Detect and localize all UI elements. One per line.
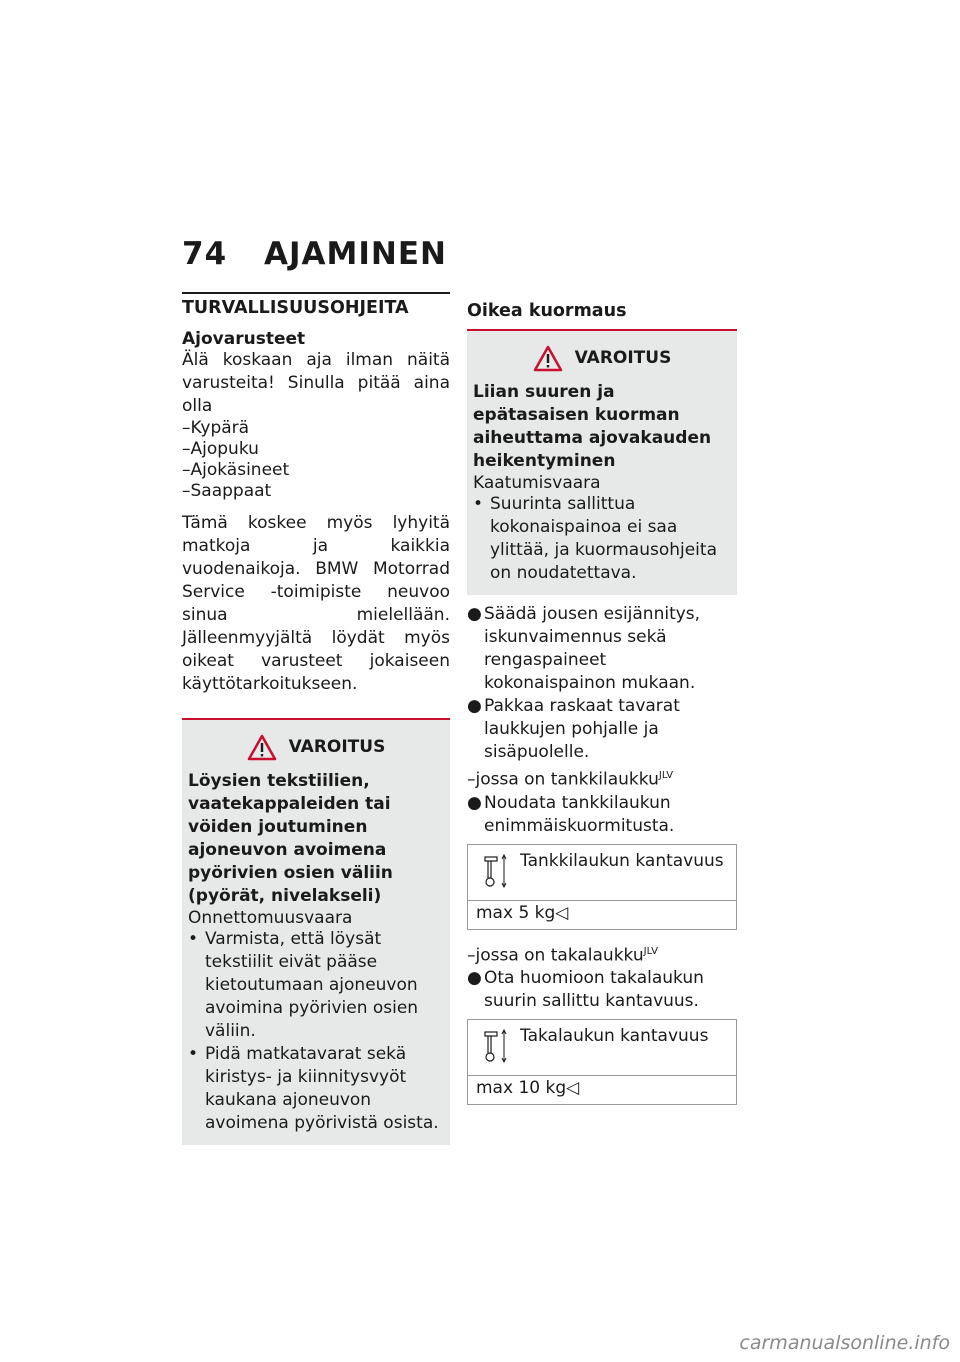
warning-header	[473, 343, 731, 373]
tank-spec-table	[467, 844, 737, 930]
weight-gauge-icon	[482, 853, 510, 889]
warning-box	[182, 720, 450, 1145]
spec-label: Takalaukun kantavuus	[520, 1026, 709, 1047]
intro-text: Älä koskaan aja ilman näitä varusteita! Sinulla pitää aina olla	[182, 350, 450, 416]
body-paragraph: Tämä koskee myös lyhyitä matkoja ja kaikkia vuodenaikoja. BMW Motorrad Service -toimipiste neuvoo sinua mielellään. Jälleenmyyjältä löydät myös oikeat varusteet jokaiseen käyttötarkoitukseen.	[182, 513, 450, 694]
warning-label: VAROITUS	[574, 348, 672, 368]
warning-bullet: • Pidä matkatavarat sekä kiristys- ja kiinnitysvyöt kaukana ajoneuvon avoimena pyörivistä osista.	[188, 1044, 439, 1133]
list-item: –Saappaat	[182, 481, 272, 501]
warning-subtitle: Kaatumisvaara	[473, 473, 601, 493]
warning-bullet: • Suurinta sallittua kokonaispainoa ei saa ylittää, ja kuormausohjeita on noudatettava.	[473, 494, 717, 583]
rear-spec-table	[467, 1019, 737, 1105]
gear-list	[182, 418, 450, 502]
instruction-bullet: ● Pakkaa raskaat tavarat laukkujen pohjalle ja sisäpuolelle.	[467, 696, 680, 762]
subheading: Ajovarusteet	[182, 329, 306, 349]
spec-label: Tankkilaukun kantavuus	[520, 850, 724, 871]
condition-rear: –jossa on takalaukku$^{JLV}$	[467, 945, 658, 966]
watermark[interactable]: carmanualsonline.info	[739, 1332, 950, 1354]
spec-value: max 5 kg◁	[476, 902, 569, 923]
spec-value: max 10 kg◁	[476, 1078, 580, 1099]
section-title: Oikea kuormaus	[467, 301, 627, 321]
condition-tank: –jossa on tankkilaukku$^{JLV}$	[467, 769, 674, 790]
page-header	[182, 236, 447, 272]
instruction-bullet: ● Säädä jousen esijännitys, iskunvaimennus sekä rengaspaineet kokonaispainon mukaan.	[467, 604, 701, 693]
warning-subtitle: Onnettomuusvaara	[188, 908, 353, 928]
instruction-bullet: ● Noudata tankkilaukun enimmäiskuormitusta.	[467, 792, 675, 836]
warning-triangle-icon	[533, 345, 563, 372]
warning-header	[188, 732, 444, 762]
page-number: 74	[182, 236, 228, 272]
list-item: –Ajokäsineet	[182, 460, 290, 480]
chapter-title: AJAMINEN	[264, 236, 447, 272]
list-item: –Kypärä	[182, 418, 250, 438]
weight-gauge-icon	[482, 1028, 510, 1064]
warning-bullet: • Varmista, että löysät tekstiilit eivät pääse kietoutumaan ajoneuvon avoimina pyörivien osien väliin.	[188, 929, 419, 1041]
list-item: –Ajopuku	[182, 439, 259, 459]
warning-label: VAROITUS	[288, 737, 386, 757]
right-column	[467, 292, 737, 1105]
warning-triangle-icon	[247, 734, 277, 761]
warning-title: Liian suuren ja epätasaisen kuorman aiheuttama ajovakauden heikentyminen	[473, 382, 712, 471]
warning-box	[467, 331, 737, 595]
left-column	[182, 292, 450, 1145]
section-title: TURVALLISUUSOHJEITA	[182, 298, 409, 318]
instruction-bullet: ● Ota huomioon takalaukun suurin sallittu kantavuus.	[467, 968, 704, 1012]
warning-title: Löysien tekstiilien, vaatekappaleiden tai vöiden joutuminen ajoneuvon avoimena pyörivien osien väliin (pyörät, nivelakseli)	[188, 771, 393, 906]
